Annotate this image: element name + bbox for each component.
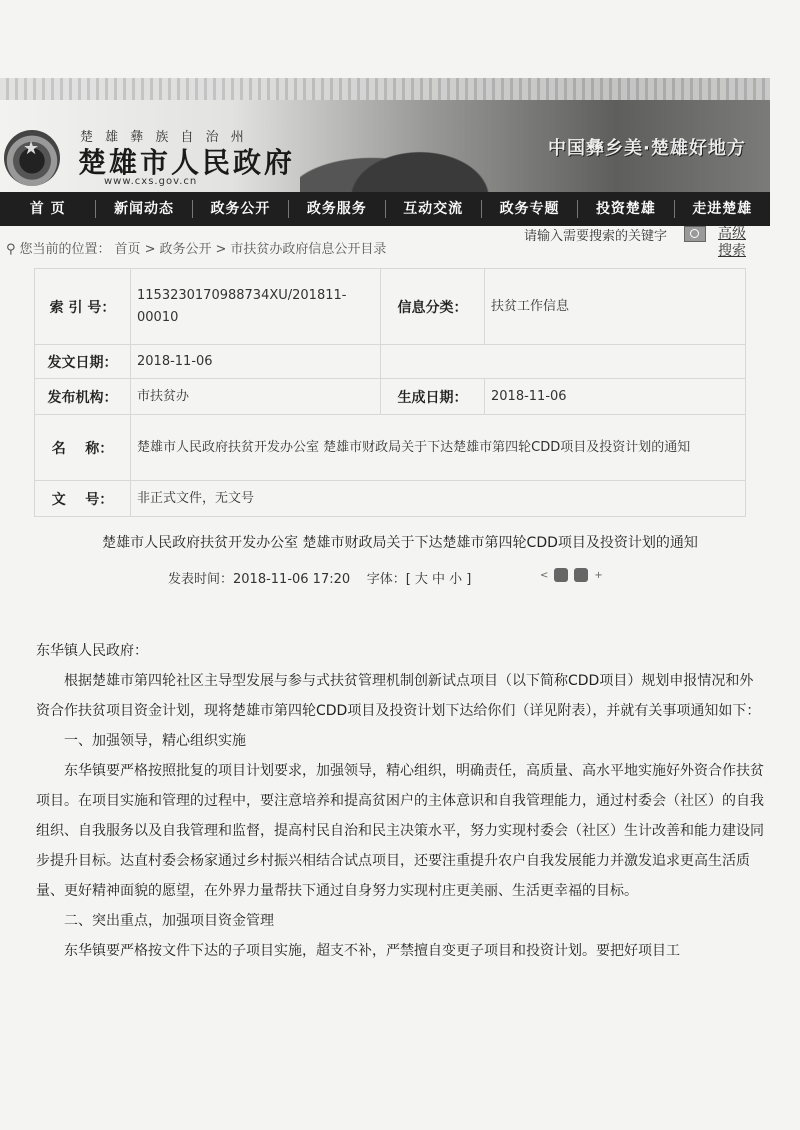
font-size-switcher[interactable]: 字体：[ 大 中 小 ]	[366, 572, 472, 587]
nav-topics[interactable]: 政务专题	[482, 200, 578, 218]
weibo-share-icon[interactable]	[574, 568, 588, 582]
site-slogan: 中国彝乡美·楚雄好地方	[548, 138, 746, 159]
category-value: 扶贫工作信息	[485, 269, 746, 345]
docno-label: 文 号：	[35, 481, 131, 517]
site-header	[0, 78, 770, 192]
breadcrumb	[6, 238, 390, 257]
nav-news[interactable]: 新闻动态	[96, 200, 192, 218]
index-label: 索 引 号：	[35, 269, 131, 345]
nav-gov-services[interactable]: 政务服务	[289, 200, 385, 218]
site-title[interactable]: 楚雄市人民政府	[78, 146, 296, 179]
wechat-share-icon[interactable]	[554, 568, 568, 582]
nav-about[interactable]: 走进楚雄	[692, 201, 753, 217]
more-share-icon[interactable]: +	[594, 569, 603, 581]
nav-gov-affairs[interactable]: 政务公开	[193, 200, 289, 218]
section-heading: 一、加强领导，精心组织实施	[64, 733, 246, 749]
docno-value: 非正式文件，无文号	[131, 481, 746, 517]
nav-home[interactable]: 首 页	[0, 200, 96, 218]
paragraph: 东华镇要严格按文件下达的子项目实施，超支不补，严禁擅自变更子项目和投资计划。要把好项目工	[64, 943, 680, 959]
name-value: 楚雄市人民政府扶贫开发办公室 楚雄市财政局关于下达楚雄市第四轮CDD项目及投资计划的通知	[131, 415, 746, 481]
breadcrumb-gov-affairs[interactable]: 政务公开	[159, 242, 212, 257]
breadcrumb-home[interactable]: 首页	[114, 242, 141, 257]
paragraph: 东华镇要严格按照批复的项目计划要求，加强领导，精心组织，明确责任，高质量、高水平地实施好外资合作扶贫项目。在项目实施和管理的过程中，要注意培养和提高贫困户的主体意识和自我管理能力，通过村委会（社区）的自我组织、自我服务以及自我管理和监督，提高村民自治和民主决策水平，努力实现村委会（社区）生计改善和能力建设同步提升目标。达直村委会杨家通过乡村振兴相结合试点项目，还要注重提升农户自我发展能力并激发追求更高生活质量、更好精神面貌的愿望，在外界力量帮扶下通过自身努力实现村庄更美丽、生活更幸福的目标。	[36, 763, 764, 899]
publisher-label: 发布机构：	[35, 379, 131, 415]
header-decor-strip	[0, 78, 770, 100]
index-value: 1153230170988734XU/201811-00010	[131, 269, 381, 345]
search-button[interactable]	[684, 226, 706, 242]
breadcrumb-sep: >	[215, 242, 227, 257]
location-pin-icon: ⚲	[6, 242, 16, 257]
site-subtitle: 楚 雄 彝 族 自 治 州	[80, 130, 248, 145]
issue-date-value: 2018-11-06	[131, 345, 381, 379]
paragraph: 根据楚雄市第四轮社区主导型发展与参与式扶贫管理机制创新试点项目（以下简称CDD项目）规划申报情况和外资合作扶贫项目资金计划，现将楚雄市第四轮CDD项目及投资计划下达给你们（详见附表），并就有关事项通知如下：	[36, 673, 761, 719]
advanced-search-link[interactable]: 高级搜索	[718, 226, 746, 259]
article-info	[168, 568, 471, 587]
gen-date-label: 生成日期：	[381, 379, 485, 415]
publish-time: 发表时间：2018-11-06 17:20	[168, 572, 351, 587]
nav-interaction[interactable]: 互动交流	[386, 200, 482, 218]
main-nav	[0, 192, 770, 226]
share-icon[interactable]: <	[540, 569, 549, 581]
header-landscape-image	[300, 118, 540, 192]
article-body	[36, 636, 764, 966]
doc-meta-table	[34, 268, 746, 517]
gen-date-value: 2018-11-06	[485, 379, 746, 415]
share-bar	[540, 568, 603, 582]
search-input[interactable]	[524, 226, 686, 246]
publisher-value: 市扶贫办	[131, 379, 381, 415]
salutation: 东华镇人民政府：	[36, 643, 148, 659]
breadcrumb-sep: >	[144, 242, 156, 257]
section-heading: 二、突出重点，加强项目资金管理	[64, 913, 274, 929]
national-emblem-icon	[4, 130, 60, 186]
nav-invest[interactable]: 投资楚雄	[578, 200, 674, 218]
issue-date-label: 发文日期：	[35, 345, 131, 379]
breadcrumb-prefix: 您当前的位置：	[19, 242, 111, 257]
empty-cell	[381, 345, 746, 379]
breadcrumb-current[interactable]: 市扶贫办政府信息公开目录	[230, 242, 387, 257]
name-label: 名 称：	[35, 415, 131, 481]
site-url: www.cxs.gov.cn	[104, 176, 198, 187]
article-title: 楚雄市人民政府扶贫开发办公室 楚雄市财政局关于下达楚雄市第四轮CDD项目及投资计划的通知	[102, 535, 698, 551]
category-label: 信息分类：	[381, 269, 485, 345]
